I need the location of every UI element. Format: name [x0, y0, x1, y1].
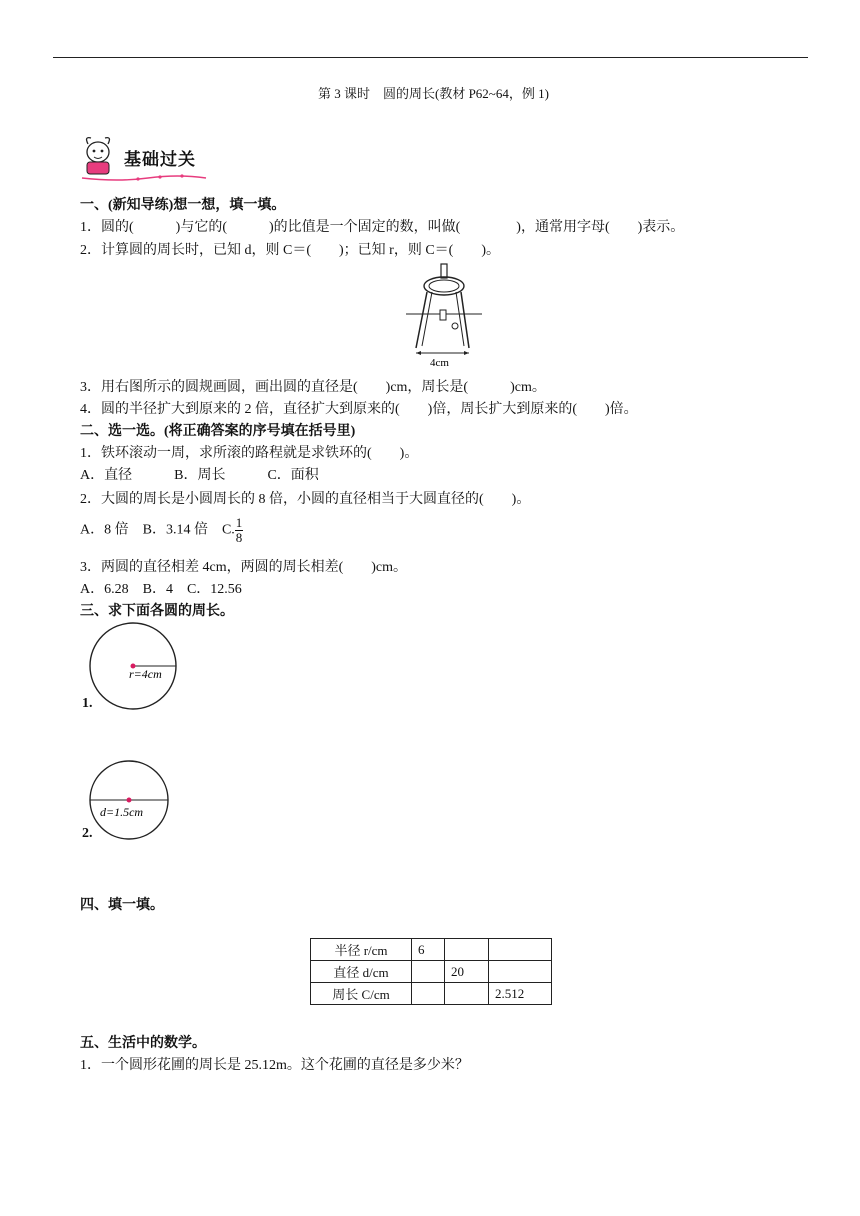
question-2-2-options [80, 516, 243, 545]
question-2-3: 3．两圆的直径相差 4cm，两圆的周长相差( )cm。 [80, 560, 408, 575]
question-1-2: 2．计算圆的周长时，已知 d，则 C＝( )；已知 r，则 C＝( )。 [80, 243, 500, 258]
table-cell[interactable] [412, 961, 445, 983]
page-title: 第 3 课时 圆的周长(教材 P62~64，例 1) [318, 86, 549, 101]
section-2-heading: 二、选一选。(将正确答案的序号填在括号里) [80, 424, 356, 439]
question-1-1: 1．圆的( )与它的( )的比值是一个固定的数，叫做( )，通常用字母( )表示。 [80, 220, 685, 235]
table-cell[interactable] [489, 961, 552, 983]
fraction-numerator: 1 [235, 515, 243, 530]
table-cell[interactable]: 2.512 [489, 983, 552, 1005]
table-row [311, 961, 552, 983]
table-row [311, 939, 552, 961]
section-3-heading: 三、求下面各圆的周长。 [80, 604, 234, 619]
compass-diagram [400, 262, 490, 372]
table-cell[interactable] [445, 983, 489, 1005]
question-2-2: 2．大圆的周长是小圆周长的 8 倍，小圆的直径相当于大圆直径的( )。 [80, 492, 531, 507]
question-1-4: 4．圆的半径扩大到原来的 2 倍，直径扩大到原来的( )倍，周长扩大到原来的( )倍。 [80, 402, 638, 417]
table-cell[interactable]: 20 [445, 961, 489, 983]
table-cell: 半径 r/cm [311, 939, 412, 961]
section-logo [78, 132, 208, 184]
question-2-1-options: A．直径 B．周长 C．面积 [80, 468, 319, 483]
circle-1-figure [88, 622, 188, 712]
table-cell[interactable]: 6 [412, 939, 445, 961]
table-cell[interactable] [489, 939, 552, 961]
table-cell[interactable] [412, 983, 445, 1005]
fraction [235, 516, 244, 545]
question-1-3: 3．用右图所示的圆规画圆，画出圆的直径是( )cm，周长是( )cm。 [80, 380, 546, 395]
circle-1-number: 1. [82, 696, 93, 711]
options-text: A．8 倍 B．3.14 倍 C. [80, 522, 235, 538]
question-5-1: 1．一个圆形花圃的周长是 25.12m。这个花圃的直径是多少米？ [80, 1058, 469, 1073]
circle-2-label: d=1.5cm [100, 805, 144, 819]
header-rule [53, 57, 808, 58]
section-4-heading: 四、填一填。 [80, 898, 164, 913]
table-cell[interactable] [445, 939, 489, 961]
question-2-1: 1．铁环滚动一周，求所滚的路程就是求铁环的( )。 [80, 446, 419, 461]
logo-text: 基础过关 [124, 150, 196, 170]
table-cell: 直径 d/cm [311, 961, 412, 983]
table-row [311, 983, 552, 1005]
circle-2-number: 2. [82, 826, 93, 841]
compass-label: 4cm [430, 357, 449, 369]
table-cell: 周长 C/cm [311, 983, 412, 1005]
section-1-heading: 一、(新知导练)想一想，填一填。 [80, 198, 286, 213]
circle-1-label: r=4cm [129, 667, 162, 681]
circle-2-figure [88, 760, 188, 850]
fraction-denominator: 8 [235, 530, 243, 545]
section-5-heading: 五、生活中的数学。 [80, 1036, 206, 1051]
circle-table [310, 938, 552, 1005]
question-2-3-options: A．6.28 B．4 C．12.56 [80, 582, 242, 597]
